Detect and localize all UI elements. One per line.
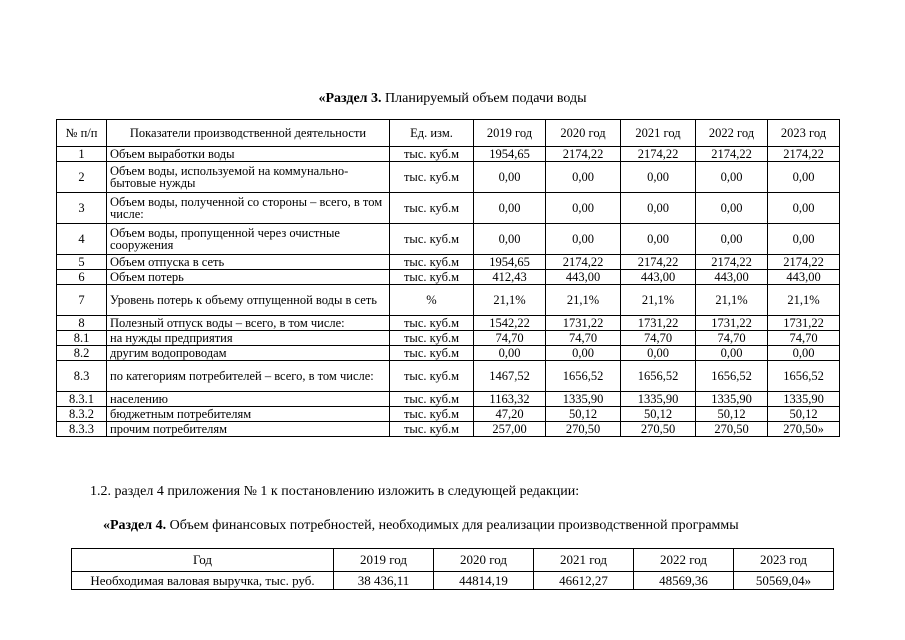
table-cell: 1542,22	[474, 316, 546, 331]
row-number: 2	[57, 162, 107, 193]
table-cell: 0,00	[474, 162, 546, 193]
section3-title-bold: «Раздел 3.	[318, 91, 382, 106]
table-row	[57, 224, 840, 255]
table-row	[57, 331, 840, 346]
row-indicator: Объем воды, полученной со стороны – всего, в том числе:	[107, 193, 390, 224]
table-cell: 0,00	[546, 193, 621, 224]
row-indicator: Объем воды, используемой на коммунально-бытовые нужды	[107, 162, 390, 193]
col-header: № п/п	[57, 120, 107, 147]
table-cell: 74,70	[768, 331, 840, 346]
table-row	[57, 346, 840, 361]
table-row	[57, 407, 840, 422]
table-row	[57, 316, 840, 331]
table-cell: 443,00	[546, 270, 621, 285]
row-unit: тыс. куб.м	[390, 162, 474, 193]
row-number: 8	[57, 316, 107, 331]
table-cell: 21,1%	[696, 285, 768, 316]
table-row	[57, 255, 840, 270]
table-cell: 2174,22	[768, 147, 840, 162]
table-cell: 1467,52	[474, 361, 546, 392]
table-cell: 74,70	[474, 331, 546, 346]
table-cell: 1335,90	[768, 392, 840, 407]
table-cell: 0,00	[621, 193, 696, 224]
table-cell: 0,00	[621, 224, 696, 255]
table-cell: 2174,22	[621, 147, 696, 162]
table-cell: 270,50»	[768, 422, 840, 437]
row-number: 3	[57, 193, 107, 224]
row-unit: тыс. куб.м	[390, 346, 474, 361]
row-unit: тыс. куб.м	[390, 147, 474, 162]
table-cell: 0,00	[768, 224, 840, 255]
col-header: 2020 год	[434, 549, 534, 572]
table-cell: 1335,90	[696, 392, 768, 407]
table-cell: 2174,22	[621, 255, 696, 270]
col-header: Показатели производственной деятельности	[107, 120, 390, 147]
col-header: Год	[72, 549, 334, 572]
row-unit: тыс. куб.м	[390, 270, 474, 285]
table-cell: 412,43	[474, 270, 546, 285]
row-unit: тыс. куб.м	[390, 193, 474, 224]
table-cell: 44814,19	[434, 572, 534, 590]
row-indicator: Полезный отпуск воды – всего, в том числе:	[107, 316, 390, 331]
table-cell: 50,12	[696, 407, 768, 422]
table-cell: 2174,22	[768, 255, 840, 270]
row-unit: тыс. куб.м	[390, 392, 474, 407]
row-unit: тыс. куб.м	[390, 422, 474, 437]
table-cell: 47,20	[474, 407, 546, 422]
row-unit: тыс. куб.м	[390, 331, 474, 346]
table-cell: 0,00	[474, 224, 546, 255]
row-indicator: Объем воды, пропущенной через очистные сооружения	[107, 224, 390, 255]
col-header: 2020 год	[546, 120, 621, 147]
row-indicator: Объем потерь	[107, 270, 390, 285]
table-cell: 443,00	[768, 270, 840, 285]
row-indicator: по категориям потребителей – всего, в том числе:	[107, 361, 390, 392]
row-label: Необходимая валовая выручка, тыс. руб.	[72, 572, 334, 590]
row-number: 1	[57, 147, 107, 162]
table-row	[57, 422, 840, 437]
table-row	[57, 392, 840, 407]
table-cell: 0,00	[474, 346, 546, 361]
section4-title	[103, 518, 739, 534]
table-cell: 0,00	[546, 162, 621, 193]
table-cell: 0,00	[621, 162, 696, 193]
row-unit: тыс. куб.м	[390, 361, 474, 392]
table-cell: 0,00	[696, 346, 768, 361]
table-header-row	[72, 549, 834, 572]
row-number: 8.3.1	[57, 392, 107, 407]
table-row	[72, 572, 834, 590]
row-number: 6	[57, 270, 107, 285]
table-cell: 1731,22	[696, 316, 768, 331]
table-cell: 46612,27	[534, 572, 634, 590]
table-cell: 0,00	[768, 346, 840, 361]
table-cell: 1656,52	[696, 361, 768, 392]
section4-title-bold: «Раздел 4.	[103, 518, 167, 533]
row-indicator: другим водопроводам	[107, 346, 390, 361]
table-cell: 2174,22	[546, 147, 621, 162]
row-indicator: на нужды предприятия	[107, 331, 390, 346]
row-number: 4	[57, 224, 107, 255]
table-cell: 0,00	[546, 224, 621, 255]
table-cell: 21,1%	[621, 285, 696, 316]
table-cell: 1954,65	[474, 147, 546, 162]
financial-needs-table	[71, 548, 834, 590]
row-number: 8.2	[57, 346, 107, 361]
row-indicator: населению	[107, 392, 390, 407]
row-unit: тыс. куб.м	[390, 224, 474, 255]
table-cell: 443,00	[621, 270, 696, 285]
table-cell: 2174,22	[696, 255, 768, 270]
table-cell: 50,12	[621, 407, 696, 422]
section4-title-text: Объем финансовых потребностей, необходимых для реализации производственной программы	[166, 518, 739, 533]
paragraph-text: 1.2. раздел 4 приложения № 1 к постановлению изложить в следующей редакции:	[90, 484, 580, 499]
row-number: 8.3	[57, 361, 107, 392]
table-cell: 1656,52	[768, 361, 840, 392]
table-cell: 74,70	[696, 331, 768, 346]
table-cell: 0,00	[768, 162, 840, 193]
table-cell: 50569,04»	[734, 572, 834, 590]
table-cell: 270,50	[546, 422, 621, 437]
table-cell: 443,00	[696, 270, 768, 285]
col-header: 2019 год	[474, 120, 546, 147]
table-cell: 1954,65	[474, 255, 546, 270]
row-number: 8.3.3	[57, 422, 107, 437]
row-number: 8.1	[57, 331, 107, 346]
table-cell: 2174,22	[696, 147, 768, 162]
row-indicator: Уровень потерь к объему отпущенной воды в сеть	[107, 285, 390, 316]
table-cell: 1335,90	[546, 392, 621, 407]
row-unit: тыс. куб.м	[390, 255, 474, 270]
table-row	[57, 147, 840, 162]
col-header: 2021 год	[534, 549, 634, 572]
table-header-row	[57, 120, 840, 147]
table-row	[57, 270, 840, 285]
table-cell: 1731,22	[621, 316, 696, 331]
table-cell: 0,00	[768, 193, 840, 224]
table-cell: 74,70	[546, 331, 621, 346]
col-header: 2019 год	[334, 549, 434, 572]
col-header: Ед. изм.	[390, 120, 474, 147]
table-cell: 38 436,11	[334, 572, 434, 590]
table-cell: 1656,52	[621, 361, 696, 392]
table-cell: 1731,22	[546, 316, 621, 331]
table-row	[57, 285, 840, 316]
table-cell: 2174,22	[546, 255, 621, 270]
row-indicator: Объем отпуска в сеть	[107, 255, 390, 270]
table-cell: 0,00	[696, 193, 768, 224]
table-cell: 0,00	[474, 193, 546, 224]
table-cell: 50,12	[546, 407, 621, 422]
table-cell: 0,00	[696, 224, 768, 255]
table-cell: 1731,22	[768, 316, 840, 331]
table-cell: 0,00	[621, 346, 696, 361]
table-cell: 21,1%	[768, 285, 840, 316]
row-indicator: прочим потребителям	[107, 422, 390, 437]
row-number: 8.3.2	[57, 407, 107, 422]
col-header: 2023 год	[768, 120, 840, 147]
table-row	[57, 193, 840, 224]
table-cell: 270,50	[621, 422, 696, 437]
table-cell: 1163,32	[474, 392, 546, 407]
table-row	[57, 361, 840, 392]
table-cell: 270,50	[696, 422, 768, 437]
table-cell: 0,00	[546, 346, 621, 361]
row-unit: тыс. куб.м	[390, 316, 474, 331]
col-header: 2021 год	[621, 120, 696, 147]
row-indicator: бюджетным потребителям	[107, 407, 390, 422]
table-row	[57, 162, 840, 193]
table-cell: 21,1%	[546, 285, 621, 316]
table-cell: 48569,36	[634, 572, 734, 590]
section3-title-text: Планируемый объем подачи воды	[381, 91, 587, 106]
row-unit: тыс. куб.м	[390, 407, 474, 422]
col-header: 2022 год	[634, 549, 734, 572]
row-unit: %	[390, 285, 474, 316]
table-cell: 257,00	[474, 422, 546, 437]
table-cell: 0,00	[696, 162, 768, 193]
row-number: 5	[57, 255, 107, 270]
row-indicator: Объем выработки воды	[107, 147, 390, 162]
col-header: 2023 год	[734, 549, 834, 572]
table-cell: 1656,52	[546, 361, 621, 392]
row-number: 7	[57, 285, 107, 316]
col-header: 2022 год	[696, 120, 768, 147]
section3-title	[0, 91, 905, 107]
table-cell: 50,12	[768, 407, 840, 422]
table-cell: 74,70	[621, 331, 696, 346]
table-cell: 21,1%	[474, 285, 546, 316]
table-cell: 1335,90	[621, 392, 696, 407]
water-supply-table	[56, 119, 840, 437]
